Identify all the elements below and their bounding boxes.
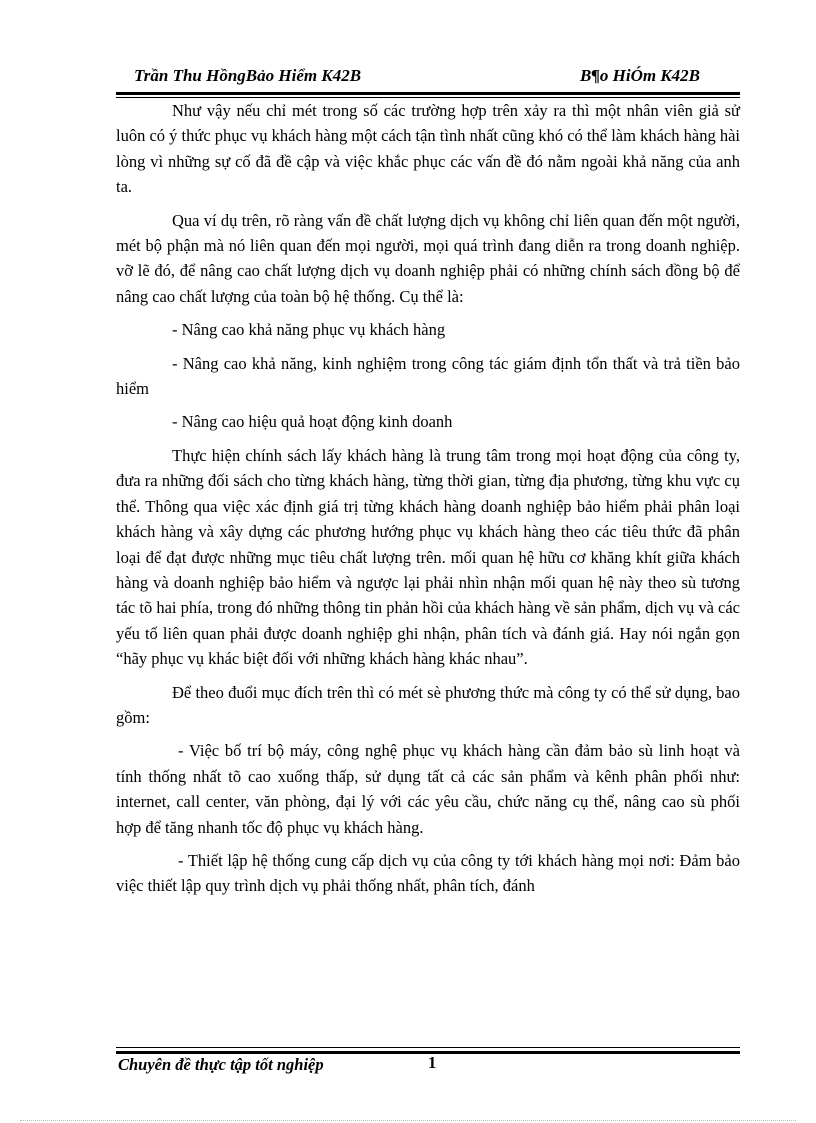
page-number: 1 bbox=[428, 1053, 437, 1072]
footer-title: Chuyên đề thực tập tốt nghiệp bbox=[118, 1055, 324, 1074]
header-rule-thick bbox=[116, 92, 740, 95]
paragraph-1: Như vậy nếu chỉ mét trong số các trường hợp trên xảy ra thì một nhân viên giả sử luôn có ý thức phục vụ khách hàng một cách tận tình nhất cũng khó có thể làm khách hàng hài lòng vì những sự cố đã đề cập và việc khắc phục các vấn đề đó nằm ngoài khả năng của anh ta. bbox=[116, 101, 740, 197]
page-edge-divider bbox=[20, 1120, 796, 1121]
document-body bbox=[116, 98, 740, 907]
paragraph-2: Qua ví dụ trên, rõ ràng vấn đề chất lượng dịch vụ không chỉ liên quan đến một người, mét bộ phận mà nó liên quan đến mọi người, mọi quá trình đang diễn ra trong doanh nghiệp. vỡ lẽ đó, để nâng cao chất lượng dịch vụ doanh nghiệp phải có những chính sách đồng bộ để nâng cao chất lượng của toàn bộ hệ thống. Cụ thể là: bbox=[116, 210, 740, 306]
header-class-label: B¶o HiÓm K42B bbox=[580, 66, 700, 85]
paragraph-4: Để theo đuổi mục đích trên thì có mét sè phương thức mà công ty có thể sử dụng, bao gồm: bbox=[116, 682, 740, 727]
bullet-1: - Nâng cao khả năng phục vụ khách hàng bbox=[172, 320, 446, 340]
page-header bbox=[116, 66, 740, 92]
method-item-1: - Việc bố trí bộ máy, công nghệ phục vụ khách hàng cần đảm bảo sù linh hoạt và tính thống nhất tõ cao xuống thấp, sử dụng tất cả các sản phẩm và kênh phân phối như: internet, call center, văn phòng, đại lý với các yêu cầu, chức năng cụ thể, nâng cao sù phối hợp để tăng nhanh tốc độ phục vụ khách hàng. bbox=[116, 741, 740, 837]
paragraph-3: Thực hiện chính sách lấy khách hàng là trung tâm trong mọi hoạt động của công ty, đưa ra những đối sách cho từng khách hàng, từng thời gian, từng địa phương, từng khu vực cụ thể. Thông qua việc xác định giá trị từng khách hàng doanh nghiệp bảo hiểm phải phân loại khách hàng và xây dựng các phương hướng phục vụ khách hàng theo các tiêu thức đã phân loại để đạt được những mục tiêu chất lượng trên. mối quan hệ hữu cơ khăng khít giữa khách hàng và doanh nghiệp bảo hiểm và ngược lại phải nhìn nhận mối quan hệ này theo sù tương tác tõ hai phía, trong đó những thông tin phản hồi của khách hàng về sản phẩm, dịch vụ và các yếu tố liên quan phải được doanh nghiệp ghi nhận, phân tích và đánh giá. Hay nói ngắn gọn “hãy phục vụ khác biệt đối với những khách hàng khác nhau”. bbox=[116, 445, 740, 669]
method-item-2: - Thiết lập hệ thống cung cấp dịch vụ của công ty tới khách hàng mọi nơi: Đảm bảo việc thiết lập quy trình dịch vụ phải thống nhất, phân tích, đánh bbox=[116, 850, 740, 896]
bullet-2: - Nâng cao khả năng, kinh nghiệm trong công tác giám định tổn thất và trả tiền bảo hiểm bbox=[116, 353, 740, 399]
footer-rule-thin bbox=[116, 1047, 740, 1048]
bullet-3: - Nâng cao hiệu quả hoạt động kinh doanh bbox=[172, 412, 453, 432]
header-author-class: Trần Thu HồngBảo Hiểm K42B bbox=[134, 66, 362, 85]
